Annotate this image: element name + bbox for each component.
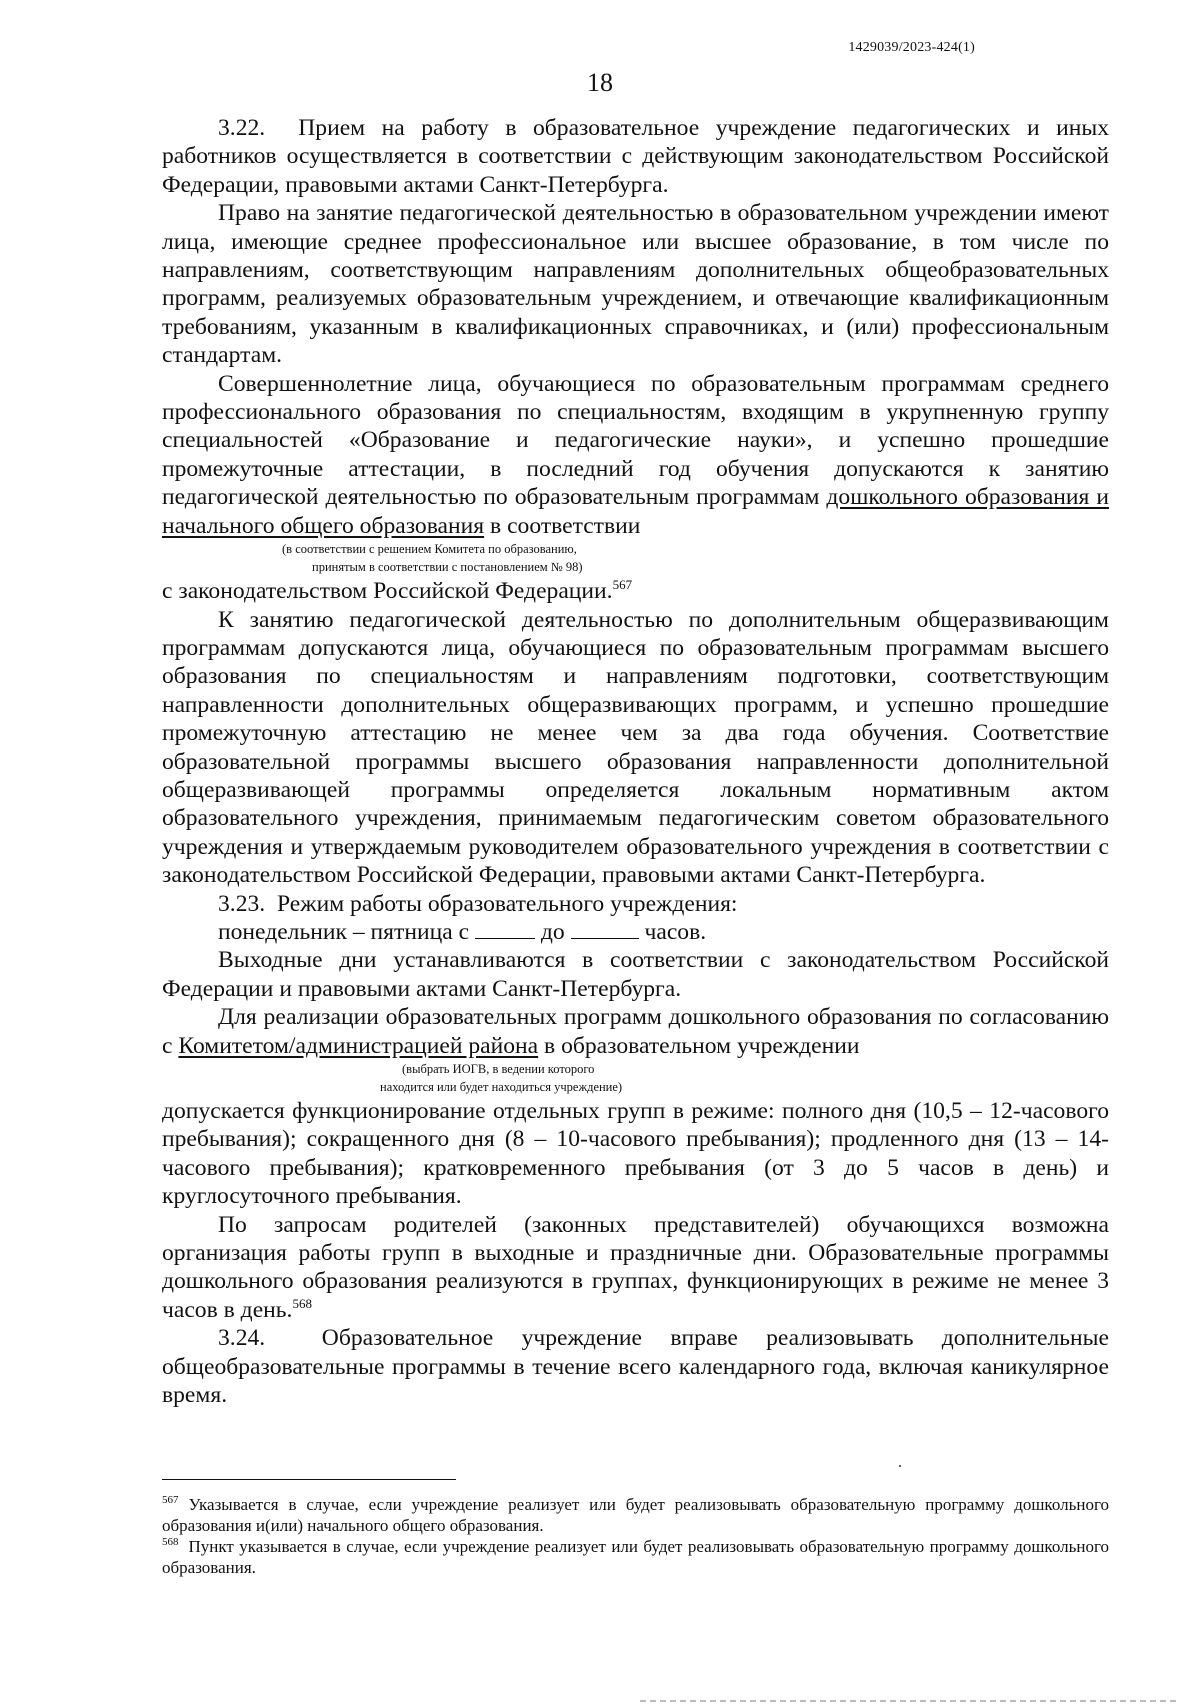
paragraph-text: Совершеннолетние лица, обучающиеся по образовательным программам среднего профессионального образования по специальностям, входящим в укрупненную группу специальностей «Образование и педагогические науки», и успешно прошедшие промежуточные аттестации, в последний год обучения допускаются к занятию педагогической деятельностью по образовательным программам <box>162 370 1109 511</box>
paragraph-text: в образовательном учреждении <box>544 1032 860 1059</box>
schedule-line <box>162 918 1109 946</box>
document-number: 1429039/2023-424(1) <box>848 40 975 55</box>
paragraph-3-24 <box>162 1324 1109 1409</box>
footnotes <box>162 1495 1109 1579</box>
paragraph-text: По запросам родителей (законных представителей) обучающихся возможна организация работы групп в выходные и праздничные дни. Образовательные программы дошкольного образования реализуются в группах, функционирующих в режиме не менее 3 часов в день. <box>162 1211 1109 1323</box>
document-body <box>162 114 1109 1409</box>
paragraph-continuation <box>162 577 1109 605</box>
underlined-fill-in: дошкольного образования и начального общего образования <box>162 484 1109 539</box>
footnote-item <box>162 1537 1109 1578</box>
footnote-text: Указывается в случае, если учреждение реализует или будет реализовывать образовательную программу дошкольного образования и(или) начального общего образования. <box>162 1495 1109 1535</box>
footnote-text: Пункт указывается в случае, если учреждение реализует или будет реализовывать образовательную программу дошкольного образования. <box>162 1537 1109 1577</box>
blank-end-time[interactable] <box>571 920 639 939</box>
schedule-mid: до <box>540 918 565 945</box>
footnote-divider <box>162 1479 456 1480</box>
footnote-reference[interactable]: 567 <box>612 577 633 593</box>
paragraph-text: Прием на работу в образовательное учреждение педагогических и иных работников осуществляется в соответствии с действующим законодательством Российской Федерации, правовыми актами Санкт-Петербурга. <box>162 115 1109 198</box>
paragraph-parents <box>162 1211 1109 1325</box>
paragraph-weekends: Выходные дни устанавливаются в соответствии с законодательством Российской Федерации и правовыми актами Санкт-Петербурга. <box>162 947 1109 1002</box>
scan-artifact <box>899 1465 901 1467</box>
footnote-number: 568 <box>162 1536 179 1549</box>
paragraph-text: с законодательством Российской Федерации. <box>162 578 613 605</box>
paragraph-3-22 <box>162 114 1109 199</box>
footnote-item <box>162 1495 1109 1536</box>
scan-artifact <box>640 1700 1180 1702</box>
schedule-prefix: понедельник – пятница с <box>218 918 470 945</box>
editorial-note: находится или будет находиться учреждение) <box>380 1079 623 1094</box>
paragraph-preschool <box>162 1003 1109 1060</box>
underlined-fill-in: Комитетом/администрацией района <box>178 1032 539 1059</box>
paragraph-text: Образовательное учреждение вправе реализовывать дополнительные общеобразовательные программы в течение всего календарного года, включая каникулярное время. <box>162 1325 1110 1409</box>
paragraph-additional-programs: К занятию педагогической деятельностью по дополнительным общеразвивающим программам допускаются лица, обучающиеся по образовательным программам высшего образования по специальностям и направлениям подготовки, соответствующим направленности дополнительных общеразвивающих программ, и успешно прошедшие промежуточную аттестацию не менее чем за два года обучения. Соответствие образовательной программы высшего образования направленности дополнительной общеразвивающей программы определяется локальным нормативным актом образовательного учреждения, принимаемым педагогическим советом образовательного учреждения и утверждаемым руководителем образовательного учреждения в соответствии с законодательством Российской Федерации, правовыми актами Санкт-Петербурга. <box>162 606 1109 889</box>
footnote-reference[interactable]: 568 <box>292 1295 312 1311</box>
paragraph-adult-students <box>162 370 1109 540</box>
section-number: 3.24. <box>218 1325 266 1352</box>
paragraph-continuation: допускается функционирование отдельных групп в режиме: полного дня (10,5 – 12-часового пребывания); сокращенного дня (8 – 10-часового пребывания); продленного дня (13 – 14-часового пребывания); кратковременного пребывания (от 3 до 5 часов в день) и круглосуточного пребывания. <box>162 1098 1109 1210</box>
blank-start-time[interactable] <box>475 920 535 939</box>
section-number: 3.23. <box>218 890 266 917</box>
paragraph-text: Режим работы образовательного учреждения: <box>276 890 738 917</box>
footnote-number: 567 <box>162 1494 179 1507</box>
paragraph-text: в соответствии <box>490 512 641 539</box>
editorial-note: (в соответствии с решением Комитета по образованию, <box>282 542 577 557</box>
section-number: 3.22. <box>218 115 266 141</box>
paragraph-teaching-right: Право на занятие педагогической деятельностью в образовательном учреждении имеют лица, имеющие среднее профессиональное или высшее образование, в том числе по направлениям, соответствующим направлениям дополнительных общеобразовательных программ, реализуемых образовательным учреждением, и отвечающие квалификационным требованиям, указанным в квалификационных справочниках, и (или) профессиональным стандартам. <box>162 200 1109 369</box>
editorial-note: принятым в соответствии с постановлением № 98) <box>312 559 583 574</box>
editorial-note: (выбрать ИОГВ, в ведении которого <box>402 1062 595 1076</box>
paragraph-3-23 <box>162 890 1109 918</box>
page-number: 18 <box>587 68 613 97</box>
schedule-suffix: часов. <box>644 918 707 945</box>
paragraph-text: Для реализации образовательных программ дошкольного образования по согласованию с <box>162 1004 1109 1059</box>
